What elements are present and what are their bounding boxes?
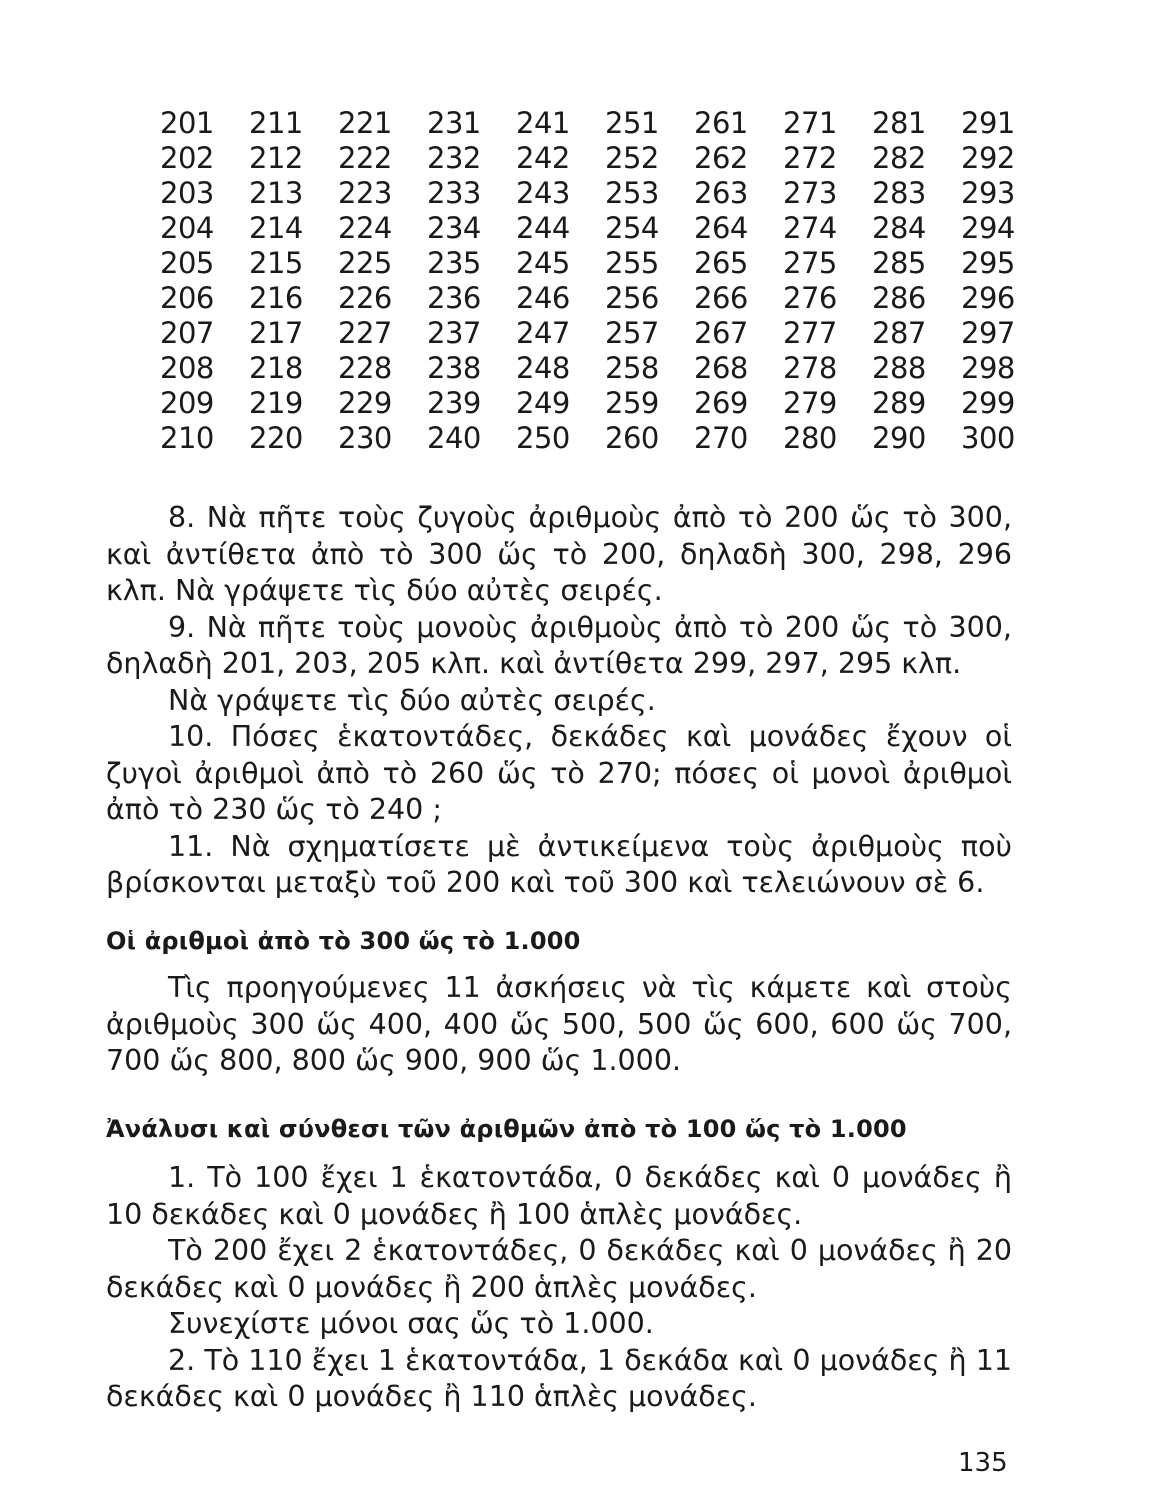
grid-number: 242 — [516, 141, 570, 175]
exercises-block — [106, 500, 1012, 902]
grid-number: 205 — [160, 246, 214, 280]
grid-number: 283 — [872, 176, 926, 210]
grid-number: 219 — [249, 386, 303, 420]
grid-number: 214 — [249, 211, 303, 245]
grid-number: 250 — [516, 421, 570, 455]
grid-number: 244 — [516, 211, 570, 245]
section-numbers-300-1000-text — [106, 970, 1012, 1080]
exercise-11: 11. Νὰ σχηματίσετε μὲ ἀντικείμενα τοὺς ἀριθμοὺς ποὺ βρίσκονται μεταξὺ τοῦ 200 καὶ τοῦ 300 καὶ τελειώνουν σὲ 6. — [106, 829, 1012, 899]
grid-number: 257 — [605, 316, 659, 350]
grid-number: 206 — [160, 281, 214, 315]
grid-number: 273 — [783, 176, 837, 210]
grid-number: 207 — [160, 316, 214, 350]
grid-number: 228 — [338, 351, 392, 385]
grid-number: 246 — [516, 281, 570, 315]
grid-number: 221 — [338, 106, 392, 140]
grid-number: 288 — [872, 351, 926, 385]
grid-number: 233 — [427, 176, 481, 210]
exercise-8: 8. Νὰ πῆτε τοὺς ζυγοὺς ἀριθμοὺς ἀπὸ τὸ 200 ὥς τὸ 300, καὶ ἀντίθετα ἀπὸ τὸ 300 ὥς τὸ 200, δηλαδὴ 300, 298, 296 κλπ. Νὰ γράψετε τὶς δύο αὐτὲς σειρές. — [106, 501, 1012, 607]
grid-number: 223 — [338, 176, 392, 210]
grid-number: 284 — [872, 211, 926, 245]
grid-number: 213 — [249, 176, 303, 210]
grid-number: 294 — [961, 211, 1015, 245]
grid-number: 287 — [872, 316, 926, 350]
grid-number: 209 — [160, 386, 214, 420]
analysis-paragraph-4: 2. Τὸ 110 ἔχει 1 ἑκατοντάδα, 1 δεκάδα καὶ 0 μονάδες ἢ 11 δεκάδες καὶ 0 μονάδες ἢ 110 ἁπλὲς μονάδες. — [106, 1343, 1012, 1413]
grid-number: 277 — [783, 316, 837, 350]
grid-number: 243 — [516, 176, 570, 210]
grid-number: 248 — [516, 351, 570, 385]
grid-number: 290 — [872, 421, 926, 455]
grid-number: 293 — [961, 176, 1015, 210]
grid-number: 230 — [338, 421, 392, 455]
grid-number: 264 — [694, 211, 748, 245]
grid-number: 262 — [694, 141, 748, 175]
grid-number: 261 — [694, 106, 748, 140]
grid-number: 241 — [516, 106, 570, 140]
grid-number: 268 — [694, 351, 748, 385]
grid-number: 225 — [338, 246, 392, 280]
grid-number: 260 — [605, 421, 659, 455]
grid-number: 271 — [783, 106, 837, 140]
grid-number: 286 — [872, 281, 926, 315]
grid-number: 222 — [338, 141, 392, 175]
analysis-paragraph-2: Τὸ 200 ἔχει 2 ἑκατοντάδες, 0 δεκάδες καὶ 0 μονάδες ἢ 20 δεκάδες καὶ 0 μονάδες ἢ 200 ἁπλὲς μονάδες. — [106, 1234, 1012, 1304]
grid-number: 295 — [961, 246, 1015, 280]
grid-number: 231 — [427, 106, 481, 140]
grid-number: 281 — [872, 106, 926, 140]
grid-number: 235 — [427, 246, 481, 280]
grid-number: 267 — [694, 316, 748, 350]
grid-number: 279 — [783, 386, 837, 420]
grid-number: 252 — [605, 141, 659, 175]
grid-number: 245 — [516, 246, 570, 280]
grid-number: 297 — [961, 316, 1015, 350]
grid-number: 208 — [160, 351, 214, 385]
grid-number: 239 — [427, 386, 481, 420]
grid-number: 256 — [605, 281, 659, 315]
grid-number: 210 — [160, 421, 214, 455]
analysis-paragraph-1: 1. Τὸ 100 ἔχει 1 ἑκατοντάδα, 0 δεκάδες καὶ 0 μονάδες ἢ 10 δεκάδες καὶ 0 μονάδες ἢ 100 ἁπλὲς μονάδες. — [106, 1161, 1012, 1231]
grid-number: 218 — [249, 351, 303, 385]
grid-number: 280 — [783, 421, 837, 455]
section-heading-analysis: Ἀνάλυσι καὶ σύνθεσι τῶν ἀριθμῶν ἀπὸ τὸ 100 ὥς τὸ 1.000 — [106, 1115, 907, 1143]
grid-number: 265 — [694, 246, 748, 280]
grid-number: 266 — [694, 281, 748, 315]
grid-number: 203 — [160, 176, 214, 210]
grid-number: 234 — [427, 211, 481, 245]
grid-number: 296 — [961, 281, 1015, 315]
grid-number: 226 — [338, 281, 392, 315]
exercise-9-continuation: Νὰ γράψετε τὶς δύο αὐτὲς σειρές. — [168, 683, 656, 717]
grid-number: 227 — [338, 316, 392, 350]
grid-number: 217 — [249, 316, 303, 350]
grid-number: 275 — [783, 246, 837, 280]
grid-number: 240 — [427, 421, 481, 455]
grid-number: 224 — [338, 211, 392, 245]
grid-number: 247 — [516, 316, 570, 350]
grid-number: 251 — [605, 106, 659, 140]
grid-number: 272 — [783, 141, 837, 175]
grid-number: 292 — [961, 141, 1015, 175]
grid-number: 212 — [249, 141, 303, 175]
grid-number: 289 — [872, 386, 926, 420]
section-2-paragraph: Τὶς προηγούμενες 11 ἀσκήσεις νὰ τὶς κάμετε καὶ στοὺς ἀριθμοὺς 300 ὥς 400, 400 ὥς 500, 500 ὥς 600, 600 ὥς 700, 700 ὥς 800, 800 ὥς 900, 900 ὥς 1.000. — [106, 971, 1012, 1077]
grid-number: 215 — [249, 246, 303, 280]
grid-number: 259 — [605, 386, 659, 420]
grid-number: 238 — [427, 351, 481, 385]
grid-number: 269 — [694, 386, 748, 420]
grid-number: 202 — [160, 141, 214, 175]
grid-number: 276 — [783, 281, 837, 315]
section-analysis-text — [106, 1160, 1012, 1416]
grid-number: 285 — [872, 246, 926, 280]
exercise-9: 9. Νὰ πῆτε τοὺς μονοὺς ἀριθμοὺς ἀπὸ τὸ 200 ὥς τὸ 300, δηλαδὴ 201, 203, 205 κλπ. καὶ ἀντίθετα 299, 297, 295 κλπ. — [106, 610, 1012, 680]
grid-number: 298 — [961, 351, 1015, 385]
grid-number: 299 — [961, 386, 1015, 420]
grid-number: 236 — [427, 281, 481, 315]
grid-number: 278 — [783, 351, 837, 385]
grid-number: 263 — [694, 176, 748, 210]
exercise-10: 10. Πόσες ἑκατοντάδες, δεκάδες καὶ μονάδες ἔχουν οἱ ζυγοὶ ἀριθμοὶ ἀπὸ τὸ 260 ὥς τὸ 270; πόσες οἱ μονοὶ ἀριθμοὶ ἀπὸ τὸ 230 ὥς τὸ 240 ; — [106, 720, 1012, 826]
grid-number: 201 — [160, 106, 214, 140]
grid-number: 291 — [961, 106, 1015, 140]
grid-number: 229 — [338, 386, 392, 420]
grid-number: 249 — [516, 386, 570, 420]
grid-number: 211 — [249, 106, 303, 140]
page-number: 135 — [958, 1448, 1008, 1478]
grid-number: 220 — [249, 421, 303, 455]
grid-number: 232 — [427, 141, 481, 175]
grid-number: 237 — [427, 316, 481, 350]
grid-number: 216 — [249, 281, 303, 315]
number-grid — [160, 106, 1020, 456]
grid-number: 253 — [605, 176, 659, 210]
grid-number: 282 — [872, 141, 926, 175]
grid-number: 270 — [694, 421, 748, 455]
analysis-paragraph-3: Συνεχίστε μόνοι σας ὥς τὸ 1.000. — [168, 1307, 654, 1340]
grid-number: 255 — [605, 246, 659, 280]
grid-number: 204 — [160, 211, 214, 245]
section-heading-numbers-300-1000: Οἱ ἀριθμοὶ ἀπὸ τὸ 300 ὥς τὸ 1.000 — [106, 927, 581, 955]
grid-number: 254 — [605, 211, 659, 245]
grid-number: 274 — [783, 211, 837, 245]
grid-number: 300 — [961, 421, 1015, 455]
grid-number: 258 — [605, 351, 659, 385]
